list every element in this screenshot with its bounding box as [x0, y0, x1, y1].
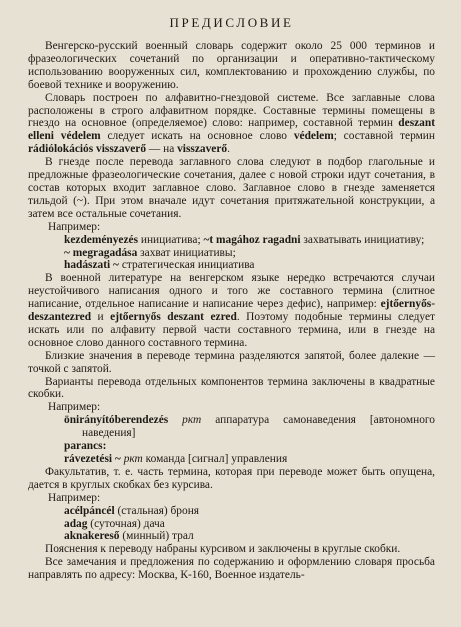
example-entry [28, 518, 435, 531]
page-title: ПРЕДИСЛОВИЕ [169, 15, 294, 30]
text-run: следует искать на основное слово [100, 130, 294, 143]
text-run: . [227, 143, 230, 156]
example-entry [28, 505, 435, 518]
term-bold: önirányítóberendezés [64, 414, 169, 427]
text-run: аппаратура самонаведения [автономного наведения] [82, 414, 435, 440]
text-run: (стальная) броня [114, 504, 200, 517]
term-bold: acélpáncél [64, 504, 115, 517]
example-label: Например: [48, 401, 101, 414]
example-entry [64, 440, 435, 453]
text-run: и [91, 311, 111, 324]
paragraph-intro: Венгерско-русский военный словарь содержит около 25 000 терминов и фразеологических сочетаний по организации и оперативно-тактическому использованию вооруженных сил, комплектованию и прохождению службы, по боевой технике и вооружению. [28, 40, 435, 91]
example-entry [28, 247, 435, 260]
text-run: инициатива; [138, 233, 204, 246]
text-run: стратегическая инициатива [121, 259, 255, 272]
text-run: захватывать инициативу; [300, 233, 425, 246]
term-bold: ~ [110, 259, 122, 272]
paragraph-nest: В гнезде после перевода заглавного слова следуют в подбор глагольные и предложные фразеологические сочетания, далее с новой строки идут сочетания, в состав которых входит заглавное слово. Заглавное слово в гнезде заменяется тильдой (~). При этом вначале идут сочетания притяжательной конструкции, а затем все остальные сочетания. [28, 156, 435, 220]
abbr-italic: ркт [123, 453, 146, 465]
text-run: Словарь построен по алфавитно-гнездовой системе. Все заглавные слова расположены в строго алфавитном порядке. Составные термины помещены в гнездо на основное (определяемое) слово: например, составной термин [28, 91, 435, 130]
text-run: команда [сигнал] управления [145, 453, 288, 465]
term-bold: rádiólokációs visszaverő [28, 143, 147, 156]
term-bold: parancs: [64, 440, 107, 453]
paragraph-structure [28, 92, 435, 157]
paragraph-variants: Варианты перевода отдельных компонентов термина заключены в квадратные скобки. [28, 375, 435, 401]
paragraph-spelling [28, 272, 435, 349]
term-bold: ~t magához ragadni [203, 233, 301, 246]
term-bold: visszaverő [177, 143, 228, 156]
paragraph-contact: Все замечания и предложения по содержанию и оформлению словаря просьба направлять по адресу: Москва, К-160, Военное издатель- [28, 556, 435, 582]
paragraph-notes: Пояснения к переводу набраны курсивом и заключены в круглые скобки. [45, 543, 401, 556]
example-entry [28, 414, 435, 440]
term-bold: ejtőernyős deszant ezred [110, 311, 237, 324]
term-bold: deszant elleni védelem [28, 117, 435, 143]
term-bold: aknakereső [64, 530, 120, 543]
example-entry [28, 453, 435, 466]
term-bold: ~ megragadása [64, 246, 138, 259]
term-bold: hadászati [64, 259, 111, 272]
text-run: ; составной термин [333, 130, 435, 143]
term-bold: rávezetési [64, 453, 113, 465]
example-label: Например: [48, 491, 101, 504]
paragraph-meanings: Близкие значения в переводе термина разделяются запятой, более далекие — точкой с запятой. [28, 349, 435, 375]
term-bold: védelem [293, 130, 334, 143]
abbr-italic: ркт [168, 414, 216, 427]
term-bold: ejtőernyős-deszantezred [28, 298, 435, 324]
term-bold: kezdeményezés [64, 233, 139, 246]
example-entry [28, 530, 435, 543]
example-entry [28, 259, 435, 272]
example-label: Например: [48, 220, 101, 233]
text-run: (минный) трал [119, 530, 194, 543]
term-bold: adag [64, 517, 88, 530]
paragraph-optional: Факультатив, т. е. часть термина, которая при переводе может быть опущена, дается в круглых скобках без курсива. [28, 465, 435, 491]
text-run: — на [146, 143, 178, 156]
text-run: . Поэтому подобные термины следует искать или по алфавиту первой части составного термина, или в гнезде на основное слово данного составного термина. [28, 311, 435, 349]
text-run: (суточная) дача [87, 517, 165, 530]
text-run: В военной литературе на венгерском языке нередко встречаются случаи неустойчивого написания одного и того же составного термина (слитное написание, отдельное написание и написание через дефис), например: [28, 272, 435, 311]
term-bold: ~ [112, 453, 124, 465]
example-entry [28, 234, 435, 247]
text-run: захват инициативы; [137, 246, 236, 259]
